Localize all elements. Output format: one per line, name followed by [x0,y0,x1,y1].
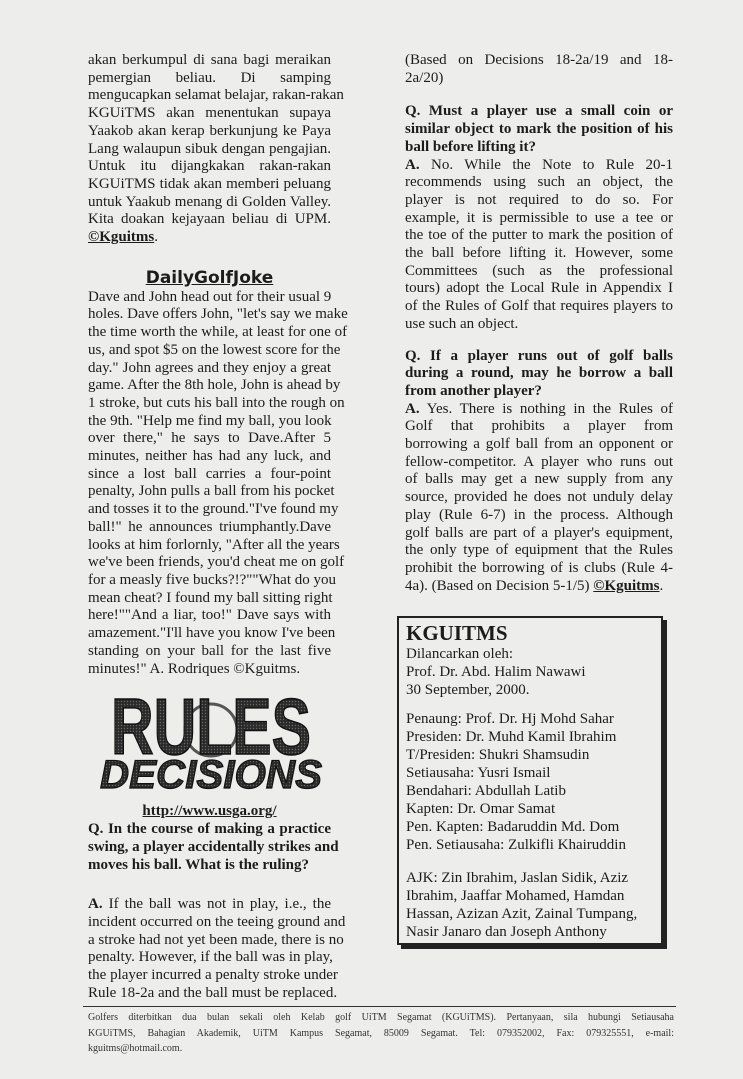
line-text: recommends using such an object, the [405,174,673,191]
text-line [88,123,331,141]
text-line [88,211,331,229]
line-text: prohibit the borrowing of is clubs (Rule 4- [405,559,673,576]
text-line [88,289,331,307]
text-line [405,560,673,578]
line-text: and tosses it to the ground."I've found my [88,501,339,518]
rules-decisions-logo [96,682,326,794]
text-line [88,377,341,395]
line-text: here!""And a liar, too!" Dave says with [88,607,331,624]
text-line [405,489,673,507]
line-text: Dave and John head out for their usual 9 [88,288,332,305]
text-line [88,821,331,839]
line-text: of balls may get a new supply from any [405,471,673,488]
line-text: borrowing a golf ball from an opponent or [405,436,673,453]
answer-borrow-ball [405,401,673,596]
ajk-line: AJK: Zin Ibrahim, Jaslan Sidik, Aziz [406,870,629,886]
line-text: the player incurred a penalty stroke under [88,967,338,984]
line-text: Kita doakan kejayaan beliau di UPM. [88,211,331,228]
text-line [88,625,336,643]
line-text: example, it is permissible to use a tee or [405,209,673,226]
line-text: the toe of the putter to mark the position of [405,227,673,244]
text-line [88,341,341,360]
committee-line: Pen. Kapten: Badaruddin Md. Dom [406,819,620,835]
line-text: player is not required to do so. For [405,191,673,208]
logo-word-decisions: DECISIONS [100,753,323,795]
text-line [88,914,346,932]
line-text: Golf that prohibits a player from [405,418,673,435]
box-title: KGUITMS [406,621,508,645]
intro-paragraph [88,52,344,247]
line-text: amazement."I'll have you know I've been [88,625,336,642]
line-text: incident occurred on the teeing ground and [88,914,346,931]
text-line [88,984,338,1003]
text-line [88,536,340,555]
text-line [405,348,673,366]
line-text: since a lost ball carries a four-point [88,465,331,482]
line-text: If the ball was not in play, i.e., the [102,896,331,913]
line-text: KGUiTMS tidak akan memberi peluang [88,175,331,192]
text-line [88,466,331,484]
committee-line: Pen. Setiausaha: Zulkifli Khairuddin [406,837,626,853]
text-line [88,501,339,519]
text-line [88,967,338,985]
line-text: golf balls are part of a player's equipment, [405,524,673,541]
text-line [88,229,331,247]
line-text: penalty, John pulls a ball from his pocket [88,483,335,500]
text-line [88,838,339,857]
text-line [88,413,331,431]
footer-divider [83,1006,676,1007]
line-text: Committees (such as the professional [405,262,673,279]
text-line [405,365,673,383]
line-text: we've been friends, you'd cheat me on golf [88,554,345,571]
line-text: untuk Yaakub menang di Golden Valley. [88,193,331,210]
line-text: fellow-competitor. A player who runs out [405,453,673,470]
answer-label: A. [405,400,420,417]
committee-line: Bendahari: Abdullah Latib [406,783,566,799]
committee-line: Setiausaha: Yusri Ismail [406,765,551,781]
text-line [405,316,673,334]
line-text: for a measly five bucks?!?""What do you [88,571,336,588]
question-mark-ball [405,103,673,156]
text-line [405,52,673,70]
line-text: similar object to mark the position of his [405,121,673,138]
text-line [405,454,673,472]
footer-line: kguitms@hotmail.com. [88,1043,183,1054]
ajk-line: Ibrahim, Jaaffar Mohamed, Hamdan [406,888,625,904]
line-text: the time worth the while, at least for one of [88,324,348,341]
text-line [88,857,331,875]
text-line [88,105,331,123]
usga-link[interactable]: http://www.usga.org/ [142,803,277,820]
line-text: use such an object. [405,315,519,332]
text-line [88,949,331,967]
line-text: minutes, neither has had any luck, and [88,448,331,465]
question-borrow-ball [405,348,673,401]
line-text: Untuk itu dijangkakan rakan-rakan [88,158,331,175]
text-line [405,436,673,454]
logo-word-rules: RULES [111,682,311,772]
text-line [88,554,345,572]
text-line [405,525,673,543]
line-text: 2a/20) [405,69,444,86]
line-text: 1 stroke, but cuts his ball into the rough on [88,394,345,411]
line-text: Lang walaupun sibuk dengan pengajian. [88,140,331,157]
text-line [405,418,673,436]
signature-period: . [154,229,158,246]
text-line [88,571,336,590]
line-text: ball!" he announces triumphantly.Dave [88,518,331,535]
text-line [405,139,673,157]
line-text: over there," he says to Dave.After 5 [88,430,331,447]
line-text: moves his ball. What is the ruling? [88,856,310,873]
text-line [405,280,673,298]
line-text: mengucapkan selamat belajar, rakan-rakan [88,87,344,104]
footer-line: Golfers diterbitkan dua bulan sekali oleh Kelab golf UiTM Segamat (KGUiTMS). Pertanyaan, sila hubungi Setiausaha [88,1012,674,1023]
text-line [88,661,331,679]
launch-line: Dilancarkan oleh: [406,646,514,662]
line-text: (Based on Decisions 18-2a/19 and 18- [405,52,673,68]
text-line [88,158,331,176]
line-text: Rule 18-2a and the ball must be replaced. [88,984,338,1001]
signature-period: . [659,577,664,594]
text-line [405,383,673,401]
line-text: Q. In the course of making a practice [88,821,331,838]
text-line [88,483,335,501]
left-column [88,52,348,1003]
line-text: KGUiTMS akan menentukan supaya [88,105,331,122]
line-text: source, provided he does not unduly delay [405,489,673,506]
text-line [88,430,331,448]
committee-line: T/Presiden: Shukri Shamsudin [406,747,590,763]
line-text: a stroke had not yet been made, there is no [88,931,344,948]
line-text: the only type of equipment that the Rules [405,542,673,559]
joke-paragraph [88,288,348,678]
text-line [405,174,673,192]
text-line [405,192,673,210]
text-line [405,507,673,525]
answer-label: A. [88,896,103,913]
line-text: the 9th. "Help me find my ball, you look [88,412,332,429]
line-text: ball before lifting it? [405,138,536,155]
committee-line: Presiden: Dr. Muhd Kamil Ibrahim [406,729,617,745]
line-text: pemergian beliau. Di samping [88,69,331,86]
text-line [405,263,673,281]
answer-mark-ball [405,157,673,334]
line-text: of the Rules of Golf that requires players to [405,298,673,315]
text-line [405,103,673,121]
text-line [88,607,331,625]
text-line [88,931,344,950]
decision-reference [405,52,673,87]
text-line [88,70,331,88]
line-text: Yes. There is nothing in the Rules of [419,400,673,417]
text-line [88,896,331,914]
question-practice-swing [88,821,339,874]
text-line [88,360,331,378]
text-line [88,643,331,661]
answer-practice-swing [88,896,346,1002]
kguitms-signature: ©Kguitms [88,229,155,246]
text-line [88,52,331,70]
text-line [88,141,331,159]
line-text: Q. Must a player use a small coin or [405,103,673,120]
answer-label: A. [405,156,420,173]
launch-line: Prof. Dr. Abd. Halim Nawawi [406,664,586,680]
text-line [88,519,331,537]
text-line [88,306,348,324]
line-text: mean cheat? I found my ball sitting right [88,589,333,606]
text-line [405,245,673,263]
line-text: day." John agrees and they enjoy a great [88,359,331,376]
ajk-line: Nasir Janaro dan Joseph Anthony [406,924,607,940]
footer-line: KGUiTMS, Bahagian Akademik, UiTM Kampus Segamat, 85009 Segamat. Tel: 079352002, Fax: 079325551, e-mail: [88,1027,674,1039]
text-line [405,578,673,596]
daily-golf-joke-heading: DailyGolfJoke [145,267,274,288]
text-line [405,227,673,245]
kguitms-signature: ©Kguitms [593,577,660,594]
text-line [88,590,331,608]
line-text: No. While the Note to Rule 20-1 [419,156,673,173]
text-line [405,121,673,139]
committee-line: Kapten: Dr. Omar Samat [406,801,556,817]
text-line [88,448,331,466]
right-column [405,52,673,595]
line-text: standing on your ball for the last five [88,642,331,659]
committee-line: Penaung: Prof. Dr. Hj Mohd Sahar [406,711,614,727]
text-line [405,70,673,88]
ajk-line: Hassan, Azizan Azit, Zainal Tumpang, [406,906,638,922]
line-text: minutes!" A. Rodriques ©Kguitms. [88,660,301,677]
line-text: penalty. However, if the ball was in play, [88,949,333,966]
footer-publication-info [88,1010,674,1057]
launch-line: 30 September, 2000. [406,682,530,698]
text-line [88,194,331,212]
line-text: akan berkumpul di sana bagi meraikan [88,52,331,68]
line-text: 4a). (Based on Decision 5-1/5) [405,577,590,594]
text-line [405,542,673,560]
line-text: swing, a player accidentally strikes and [88,838,339,855]
text-line [88,324,348,342]
line-text: game. After the 8th hole, John is ahead by [88,377,341,394]
line-text: the ball before lifting it. However, some [405,245,673,262]
line-text: Q. If a player runs out of golf balls [405,347,673,364]
line-text: looks at him forlornly, "After all the years [88,536,340,553]
line-text: tours) adopt the Local Rule in Appendix I [405,280,673,297]
kguitms-info-box [397,616,663,945]
line-text: play (Rule 6-7) in the process. Although [405,506,673,523]
text-line [405,401,673,419]
line-text: during a round, may he borrow a ball [405,365,673,382]
text-line [405,298,673,316]
line-text: us, and spot $5 on the lowest score for the [88,341,341,358]
line-text: Yaakob akan kerap berkunjung ke Paya [88,122,331,139]
text-line [405,157,673,175]
text-line [88,87,344,105]
line-text: from another player? [405,382,542,399]
text-line [88,176,331,194]
text-line [88,394,345,413]
line-text: holes. Dave offers John, "let's say we make [88,306,348,323]
text-line [405,471,673,489]
text-line [405,210,673,228]
